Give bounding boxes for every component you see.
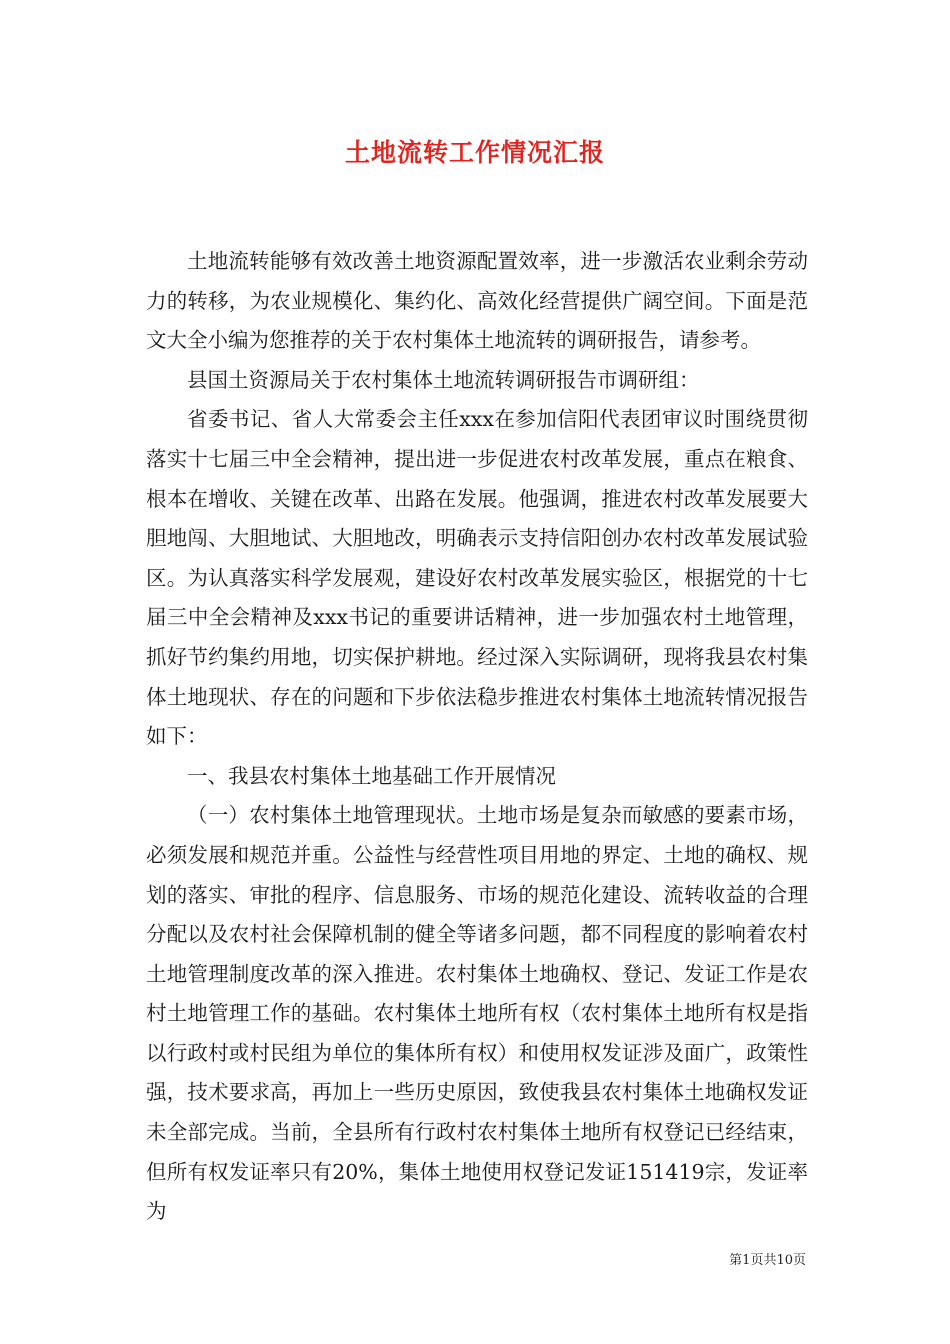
body-paragraph: （一）农村集体土地管理现状。土地市场是复杂而敏感的要素市场，必须发展和规范并重。公益性与经营性项目用地的界定、土地的确权、规划的落实、审批的程序、信息服务、市场的规范化建设、流转收益的合理分配以及农村社会保障机制的健全等诸多问题，都不同程度的影响着农村土地管理制度改革的深入推进。农村集体土地确权、登记、发证工作是农村土地管理工作的基础。农村集体土地所有权（农村集体土地所有权是指以行政村或村民组为单位的集体所有权）和使用权发证涉及面广，政策性强，技术要求高，再加上一些历史原因，致使我县农村集体土地确权发证未全部完成。当前，全县所有行政村农村集体土地所有权登记已经结束，但所有权发证率只有20%，集体土地使用权登记发证151419宗，发证率为: [146, 803, 808, 1224]
document-title: 土地流转工作情况汇报: [344, 138, 605, 167]
intro-paragraph: 土地流转能够有效改善土地资源配置效率，进一步激活农业剩余劳动力的转移，为农业规模化、集约化、高效化经营提供广阔空间。下面是范文大全小编为您推荐的关于农村集体土地流转的调研报告，请参考。: [146, 249, 808, 353]
section-heading: 一、我县农村集体土地基础工作开展情况: [187, 763, 556, 788]
report-heading-paragraph: 县国土资源局关于农村集体土地流转调研报告市调研组：: [187, 367, 700, 392]
body-paragraph: 省委书记、省人大常委会主任xxx在参加信阳代表团审议时围绕贯彻落实十七届三中全会精神，提出进一步促进农村改革发展，重点在粮食、根本在增收、关键在改革、出路在发展。他强调，推进农村改革发展要大胆地闯、大胆地试、大胆地改，明确表示支持信阳创办农村改革发展试验区。为认真落实科学发展观，建设好农村改革发展实验区，根据党的十七届三中全会精神及xxx书记的重要讲话精神，进一步加强农村土地管理，抓好节约集约用地，切实保护耕地。经过深入实际调研，现将我县农村集体土地现状、存在的问题和下步依法稳步推进农村集体土地流转情况报告如下：: [146, 407, 808, 749]
document-body: [146, 242, 808, 1232]
page-number: 第1页共10页: [729, 1253, 806, 1268]
